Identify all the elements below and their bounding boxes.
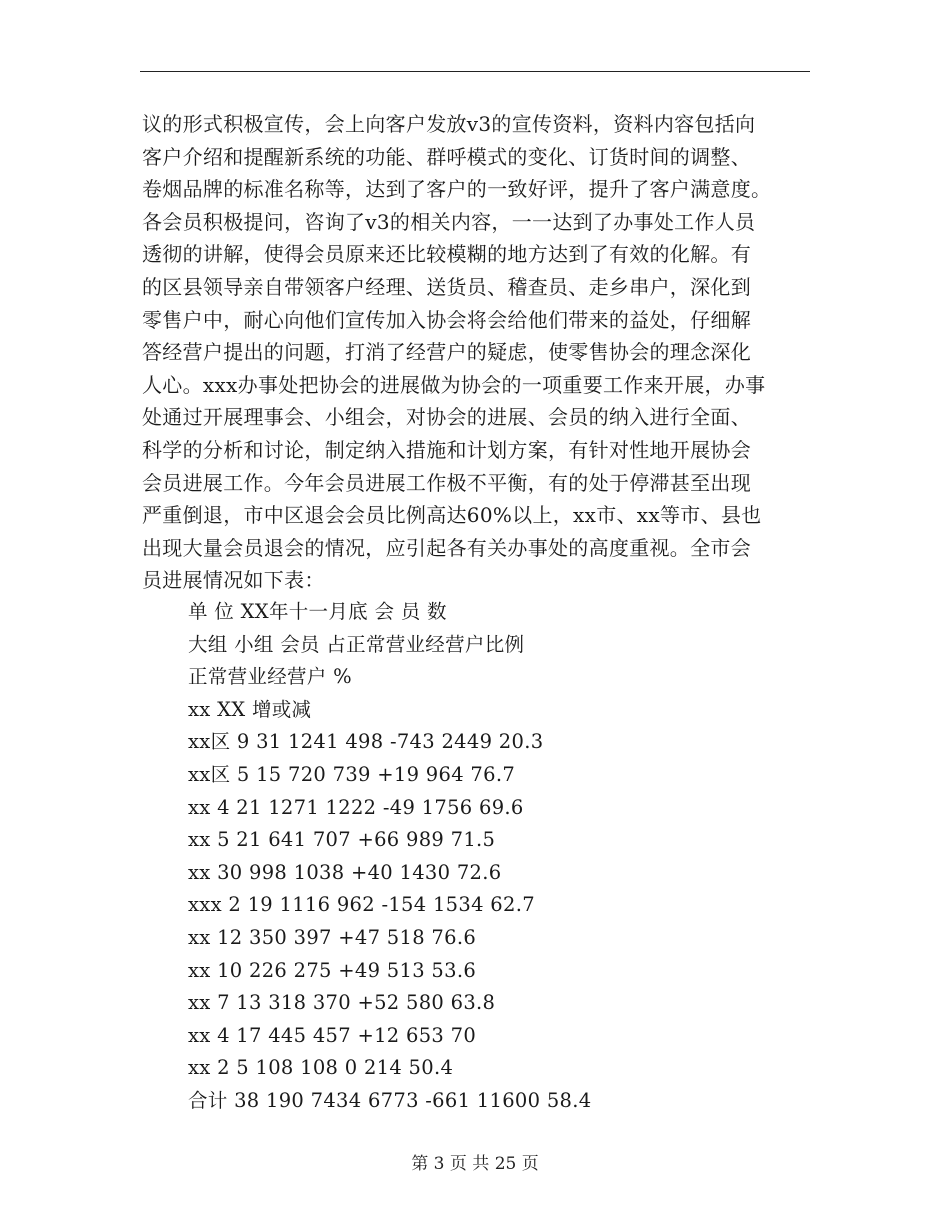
table-row: xx 5 21 641 707 +66 989 71.5 (188, 828, 496, 852)
table-row: xx 10 226 275 +49 513 53.6 (188, 958, 477, 982)
table-total-row: 合计 38 190 7434 6773 -661 11600 58.4 (188, 1088, 592, 1112)
table-row: xx区 5 15 720 739 +19 964 76.7 (188, 762, 516, 786)
table-row: xx 2 5 108 108 0 214 50.4 (188, 1056, 454, 1080)
paragraph-line: 卷烟品牌的标准名称等，达到了客户的一致好评，提升了客户满意度。 (142, 177, 772, 202)
table-header-line: 单 位 XX年十一月底 会 员 数 (188, 600, 447, 623)
paragraph-line: 客户介绍和提醒新系统的功能、群呼模式的变化、订货时间的调整、 (142, 144, 751, 169)
paragraph-line: 处通过开展理事会、小组会，对协会的进展、会员的纳入进行全面、 (142, 405, 751, 430)
table-row: xx 30 998 1038 +40 1430 72.6 (188, 860, 502, 884)
paragraph-line: 会员进展工作。今年会员进展工作极不平衡，有的处于停滞甚至出现 (142, 470, 751, 495)
paragraph-line: 出现大量会员退会的情况，应引起各有关办事处的高度重视。全市会 (142, 535, 751, 560)
membership-table (188, 596, 788, 1118)
paragraph-line: 员进展情况如下表： (142, 568, 325, 593)
paragraph-line: 答经营户提出的问题，打消了经营户的疑虑，使零售协会的理念深化 (142, 340, 751, 365)
table-row: xxx 2 19 1116 962 -154 1534 62.7 (188, 893, 535, 917)
table-row: xx 4 17 445 457 +12 653 70 (188, 1023, 477, 1047)
paragraph-line: 科学的分析和讨论，制定纳入措施和计划方案，有针对性地开展协会 (142, 437, 751, 462)
page-number-footer: 第 3 页 共 25 页 (411, 1154, 539, 1174)
table-row: xx 4 21 1271 1222 -49 1756 69.6 (188, 795, 524, 819)
table-header-line: 正常营业经营户 % (188, 665, 352, 689)
paragraph-line: 的区县领导亲自带领客户经理、送货员、稽查员、走乡串户，深化到 (142, 274, 751, 299)
paragraph-line: 零售户中，耐心向他们宣传加入协会将会给他们带来的益处，仔细解 (142, 307, 751, 332)
header-rule (140, 71, 810, 72)
body-paragraph (142, 108, 810, 597)
table-row: xx 12 350 397 +47 518 76.6 (188, 925, 477, 949)
paragraph-line: 各会员积极提问，咨询了v3的相关内容，一一达到了办事处工作人员 (142, 209, 756, 234)
table-header-line: 大组 小组 会员 占正常营业经营户比例 (188, 632, 525, 656)
table-row: xx 7 13 318 370 +52 580 63.8 (188, 991, 496, 1015)
table-row: xx区 9 31 1241 498 -743 2449 20.3 (188, 730, 544, 754)
table-header-line: xx XX 增或减 (188, 697, 312, 721)
paragraph-line: 透彻的讲解，使得会员原来还比较模糊的地方达到了有效的化解。有 (142, 242, 751, 267)
paragraph-line: 人心。xxx办事处把协会的进展做为协会的一项重要工作来开展，办事 (142, 372, 766, 397)
paragraph-line: 严重倒退，市中区退会会员比例高达60%以上，xx市、xx等市、县也 (142, 503, 762, 528)
paragraph-line: 议的形式积极宣传，会上向客户发放v3的宣传资料，资料内容包括向 (142, 112, 756, 136)
